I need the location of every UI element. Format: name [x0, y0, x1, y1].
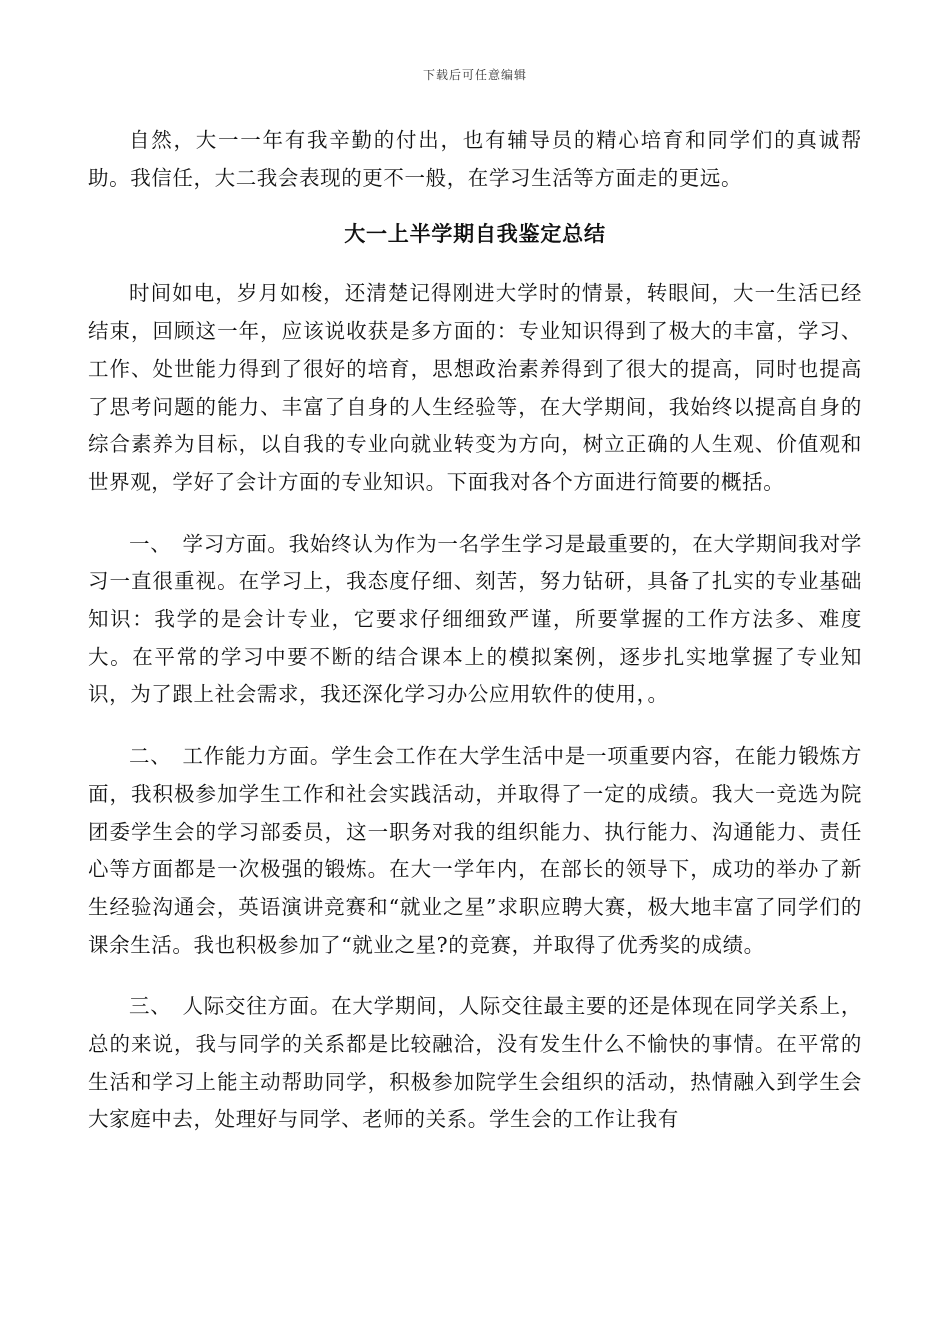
intro-paragraph: 自然，大一一年有我辛勤的付出，也有辅导员的精心培育和同学们的真诚帮助。我信任，大二我会表现的更不一般，在学习生活等方面走的更远。 — [88, 128, 862, 190]
paragraph-overview: 时间如电，岁月如梭，还清楚记得刚进大学时的情景，转眼间，大一生活已经结束，回顾这一年，应该说收获是多方面的：专业知识得到了极大的丰富，学习、工作、处世能力得到了很好的培育，思想政治素养得到了很大的提高，同时也提高了思考问题的能力、丰富了自身的人生经验等，在大学期间，我始终以提高自身的综合素养为目标，以自我的专业向就业转变为方向，树立正确的人生观、价值观和世界观，学好了会计方面的专业知识。下面我对各个方面进行简要的概括。 — [88, 281, 862, 494]
section-title: 大一上半学期自我鉴定总结 — [344, 221, 606, 247]
paragraph-study: 一、 学习方面。我始终认为作为一名学生学习是最重要的，在大学期间我对学习一直很重视。在学习上，我态度仔细、刻苦，努力钻研，具备了扎实的专业基础知识：我学的是会计专业，它要求仔细细致严谨，所要掌握的工作方法多、难度大。在平常的学习中要不断的结合课本上的模拟案例，逐步扎实地掌握了专业知识，为了跟上社会需求，我还深化学习办公应用软件的使用，。 — [88, 531, 862, 707]
document-body — [88, 122, 862, 1163]
header-note: 下载后可任意编辑 — [422, 68, 527, 82]
paragraph-interpersonal: 三、 人际交往方面。在大学期间，人际交往最主要的还是体现在同学关系上，总的来说，我与同学的关系都是比较融洽，没有发生什么不愉快的事情。在平常的生活和学习上能主动帮助同学，积极参加院学生会组织的活动，热情融入到学生会大家庭中去，处理好与同学、老师的关系。学生会的工作让我有 — [88, 994, 862, 1132]
paragraph-work-ability: 二、 工作能力方面。学生会工作在大学生活中是一项重要内容，在能力锻炼方面，我积极参加学生工作和社会实践活动，并取得了一定的成绩。我大一竞选为院团委学生会的学习部委员，这一职务对我的组织能力、执行能力、沟通能力、责任心等方面都是一次极强的锻炼。在大一学年内，在部长的领导下，成功的举办了新生经验沟通会，英语演讲竞赛和“就业之星”求职应聘大赛，极大地丰富了同学们的课余生活。我也积极参加了“就业之星?的竞赛，并取得了优秀奖的成绩。 — [88, 744, 862, 957]
